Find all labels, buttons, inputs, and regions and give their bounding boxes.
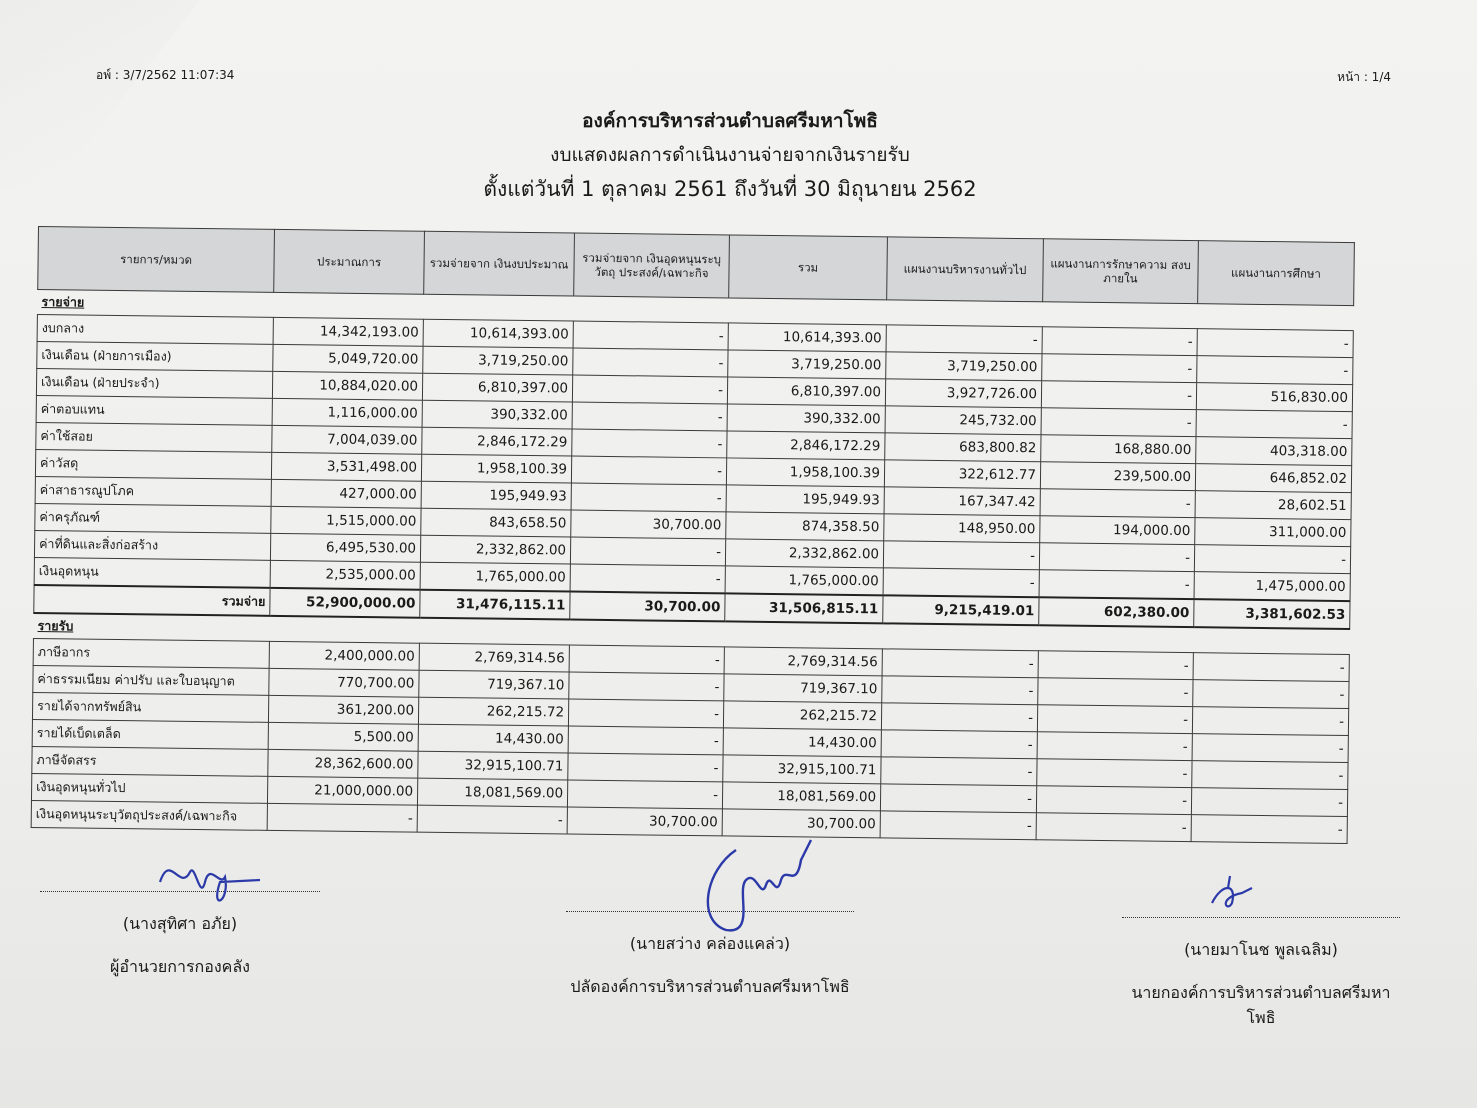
cell-value: 10,614,393.00 [728,323,886,352]
cell-value: - [568,699,723,728]
cell-value: - [1197,356,1353,385]
cell-value: - [1039,570,1194,599]
cell-value: - [1193,653,1349,682]
cell-value: - [882,649,1038,678]
section-label: รายจ่าย [37,290,1353,331]
cell-value: 6,810,397.00 [727,377,885,406]
cell-value: 195,949.93 [726,485,884,514]
cell-value: 602,380.00 [1039,597,1194,627]
cell-value: 14,342,193.00 [273,317,423,346]
cell-value: - [1038,651,1193,680]
cell-value: 30,700.00 [570,592,725,622]
cell-value: 2,332,862.00 [420,535,570,564]
report-title: งบแสดงผลการดำเนินงานจ่ายจากเงินรายรับ [550,144,910,166]
row-label: เงินอุดหนุนทั่วไป [31,773,267,803]
cell-value: - [1040,489,1195,518]
cell-value: - [882,676,1038,705]
cell-value: - [568,753,723,782]
row-label: ค่าวัสดุ [35,449,271,479]
cell-value: 239,500.00 [1040,462,1195,491]
cell-value: - [571,483,726,512]
period-title: ตั้งแต่วันที่ 1 ตุลาคม 2561 ถึงวันที่ 30 มิถุนายน 2562 [483,177,977,201]
cell-value: 2,846,172.29 [727,431,885,460]
cell-value: 9,215,419.01 [883,595,1039,625]
report-table-wrap [31,226,1372,844]
cell-value: - [572,375,727,404]
row-label: รวมจ่าย [34,585,270,616]
cell-value: 2,400,000.00 [269,641,419,670]
cell-value: 168,880.00 [1041,435,1196,464]
cell-value: - [1191,815,1347,844]
row-label: รายได้จากทรัพย์สิน [32,692,268,722]
col-header: ประมาณการ [274,229,425,294]
row-label: ค่าธรรมเนียม ค่าปรับ และใบอนุญาต [33,665,269,695]
cell-value: 3,719,250.00 [423,346,573,375]
cell-value: - [573,321,728,350]
cell-value: - [1041,408,1196,437]
cell-value: 427,000.00 [271,479,421,508]
row-label: ภาษีอากร [33,638,269,668]
cell-value: - [1042,327,1197,356]
cell-value: 719,367.10 [724,674,882,703]
cell-value: - [1192,734,1348,763]
cell-value: - [880,811,1036,840]
cell-value: - [1194,545,1350,574]
cell-value: 5,500.00 [268,722,418,751]
cell-value: 1,515,000.00 [271,506,421,535]
cell-value: 194,000.00 [1040,516,1195,545]
cell-value: 3,927,726.00 [885,379,1041,408]
cell-value: 28,602.51 [1195,491,1351,520]
page-number: หน้า : 1/4 [1337,70,1391,84]
cell-value: 10,884,020.00 [272,371,422,400]
cell-value: - [570,564,725,593]
cell-value: - [572,429,727,458]
cell-value: 5,049,720.00 [273,344,423,373]
cell-value: 2,769,314.56 [724,647,882,676]
cell-value: 843,658.50 [421,508,571,537]
cell-value: - [1037,705,1192,734]
cell-value: - [1036,786,1191,815]
signer-name: (นายสว่าง คล่องแคล่ว) [629,934,791,953]
col-header: รวมจ่ายจาก เงินอุดหนุนระบุวัตถุ ประสงค์/เฉพาะกิจ [574,233,730,298]
print-date: อพ์ : 3/7/2562 11:07:34 [96,68,235,82]
cell-value: 6,495,530.00 [270,533,420,562]
cell-value: - [881,703,1037,732]
cell-value: 18,081,569.00 [722,782,880,811]
row-label: รายได้เบ็ดเตล็ด [32,719,268,749]
page-fold-shadow [0,0,200,190]
cell-value: - [1041,381,1196,410]
cell-value: - [1037,732,1192,761]
cell-value: 31,506,815.11 [725,593,883,623]
cell-value: - [567,780,722,809]
section-label: รายรับ [33,613,1349,655]
cell-value: 28,362,600.00 [268,749,418,778]
signature-block-finance [40,890,320,980]
cell-value: 683,800.82 [885,433,1041,462]
cell-value: - [883,568,1039,597]
cell-value: 3,719,250.00 [886,352,1042,381]
report-titles [430,104,1030,206]
handwritten-signature-icon [676,830,816,940]
cell-value: 390,332.00 [727,404,885,433]
row-label: เงินเดือน (ฝ่ายประจำ) [36,368,272,398]
cell-value: 2,332,862.00 [725,539,883,568]
cell-value: - [1192,707,1348,736]
cell-value: 31,476,115.11 [420,590,570,620]
cell-value: 403,318.00 [1196,437,1352,466]
cell-value: 390,332.00 [422,400,572,429]
row-label: ค่าใช้สอย [36,422,272,452]
cell-value: 1,958,100.39 [726,458,884,487]
cell-value: - [881,730,1037,759]
cell-value: 52,900,000.00 [270,588,420,618]
signature-block-mayor [1122,916,1400,1031]
cell-value: 516,830.00 [1196,383,1352,412]
cell-value: 874,358.50 [726,512,884,541]
cell-value: - [1192,761,1348,790]
cell-value: - [267,803,417,832]
cell-value: - [1197,329,1353,358]
cell-value: 1,765,000.00 [725,566,883,595]
row-label: เงินอุดหนุนระบุวัตถุประสงค์/เฉพาะกิจ [31,800,267,830]
row-label: ค่าตอบแทน [36,395,272,425]
cell-value: 262,215.72 [418,697,568,726]
cell-value: - [417,805,567,834]
org-title: องค์การบริหารส่วนตำบลศรีมหาโพธิ [582,110,878,132]
cell-value: 6,810,397.00 [422,373,572,402]
cell-value: - [1193,680,1349,709]
cell-value: 1,475,000.00 [1194,572,1350,601]
signer-position: ปลัดองค์การบริหารส่วนตำบลศรีมหาโพธิ [570,977,850,996]
cell-value: - [570,537,725,566]
cell-value: - [1037,759,1192,788]
cell-value: 2,846,172.29 [422,427,572,456]
row-label: งบกลาง [37,314,273,344]
col-header: แผนงานการศึกษา [1198,241,1355,306]
cell-value: 2,535,000.00 [270,560,420,589]
cell-value: 770,700.00 [269,668,419,697]
row-label: เงินอุดหนุน [34,557,270,587]
row-label: ค่าสาธารณูปโภค [35,476,271,506]
cell-value: 30,700.00 [567,807,722,836]
cell-value: 3,719,250.00 [728,350,886,379]
cell-value: 1,116,000.00 [272,398,422,427]
signer-name: (นางสุทิศา อภัย) [122,914,238,933]
cell-value: - [569,672,724,701]
cell-value: - [1038,678,1193,707]
handwritten-signature-icon [150,842,270,912]
cell-value: 1,765,000.00 [420,562,570,591]
cell-value: - [1042,354,1197,383]
col-header: รวมจ่ายจาก เงินงบประมาณ [424,231,575,296]
cell-value: 646,852.02 [1195,464,1351,493]
cell-value: 195,949.93 [421,481,571,510]
cell-value: - [572,402,727,431]
row-label: ค่าที่ดินและสิ่งก่อสร้าง [34,530,270,560]
cell-value: 32,915,100.71 [723,755,881,784]
handwritten-signature-icon [1202,868,1262,918]
cell-value: - [571,456,726,485]
cell-value: 245,732.00 [885,406,1041,435]
cell-value: 32,915,100.71 [418,751,568,780]
cell-value: - [1039,543,1194,572]
col-header: แผนงานบริหารงานทั่วไป [887,237,1044,302]
signer-position: นายกองค์การบริหารส่วนตำบลศรีมหาโพธิ [1131,983,1391,1027]
cell-value: - [880,784,1036,813]
cell-value: 21,000,000.00 [267,776,417,805]
cell-value: 148,950.00 [884,514,1040,543]
signer-name: (นายมาโนช พูลเฉลิม) [1184,940,1338,959]
cell-value: 719,367.10 [419,670,569,699]
cell-value: 30,700.00 [722,809,880,838]
cell-value: - [886,325,1042,354]
cell-value: 262,215.72 [723,701,881,730]
col-header: รายการ/หมวด [38,227,275,293]
cell-value: - [573,348,728,377]
cell-value: 3,531,498.00 [271,452,421,481]
cell-value: 167,347.42 [884,487,1040,516]
signature-block-clerk [566,910,854,1000]
col-header: รวม [729,235,888,300]
col-header: แผนงานการรักษาความ สงบภายใน [1043,239,1199,304]
cell-value: 7,004,039.00 [272,425,422,454]
row-label: ค่าครุภัณฑ์ [35,503,271,533]
cell-value: - [568,726,723,755]
cell-value: 14,430.00 [723,728,881,757]
cell-value: 30,700.00 [571,510,726,539]
cell-value: 2,769,314.56 [419,643,569,672]
cell-value: 3,381,602.53 [1194,599,1350,629]
cell-value: - [881,757,1037,786]
cell-value: 10,614,393.00 [423,319,573,348]
row-label: เงินเดือน (ฝ่ายการเมือง) [37,341,273,371]
cell-value: - [569,645,724,674]
cell-value: - [883,541,1039,570]
cell-value: - [1191,788,1347,817]
cell-value: - [1036,813,1191,842]
cell-value: 361,200.00 [268,695,418,724]
cell-value: 18,081,569.00 [417,778,567,807]
table-body [31,290,1353,844]
cell-value: - [1196,410,1352,439]
cell-value: 1,958,100.39 [421,454,571,483]
signer-position: ผู้อำนวยการกองคลัง [110,957,250,976]
row-label: ภาษีจัดสรร [32,746,268,776]
report-table [31,226,1355,844]
cell-value: 322,612.77 [884,460,1040,489]
cell-value: 14,430.00 [418,724,568,753]
cell-value: 311,000.00 [1195,518,1351,547]
